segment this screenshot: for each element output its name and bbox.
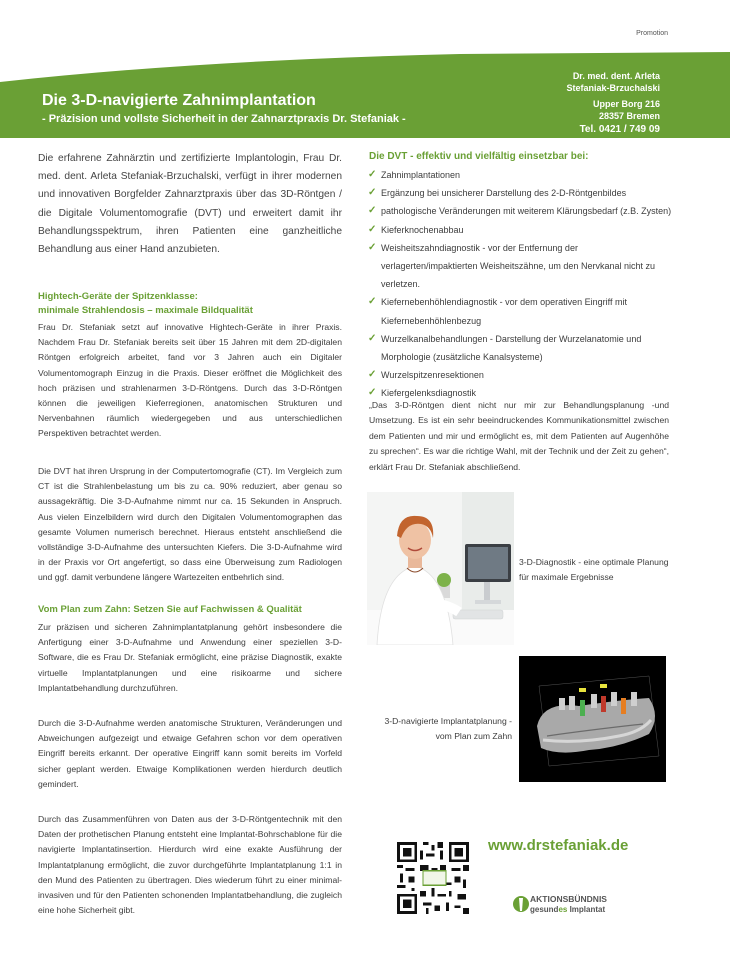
list-item xyxy=(368,293,674,329)
check-icon: ✓ xyxy=(368,387,377,399)
section2-heading: Vom Plan zum Zahn: Setzen Sie auf Fachwissen & Qualität xyxy=(38,604,302,615)
page-subtitle: - Präzision und vollste Sicherheit in der Zahnarztpraxis Dr. Stefaniak - xyxy=(42,113,406,125)
dvt-list xyxy=(368,166,674,403)
check-icon: ✓ xyxy=(368,223,377,235)
photo1-caption: 3-D-Diagnostik - eine optimale Planung für maximale Ergebnisse xyxy=(519,557,669,582)
contact-city: 28357 Bremen xyxy=(598,111,660,121)
section1-paragraph-1: Frau Dr. Stefaniak setzt auf innovative Hightech-Geräte in ihrer Praxis. Nachdem Frau Dr. Stefaniak bereits seit über 15 Jahren mit dem 2D-digitalen Röntgen erfolgreich arbeitet, fand vor 3 Jahren auch ein Digitaler Volumentomograph Einzug in die Praxis. Dieser eröffnet die Möglichkeit des hoch präzisen und strahlenarmen 3-D-Röntgens. Durch das 3-D-Röntgen können die jeweiligen Kieferregionen, anatomischen Strukturen und Nervenbahnen räumlich wiedergegeben und aus unterschiedlichen Perspektiven betrachtet werden. xyxy=(38,322,342,439)
list-item xyxy=(368,366,674,384)
list-item-text: Weisheitszahndiagnostik - vor der Entfernung der verlagerten/impaktierten Weisheitszähne, um den Nervkanal nicht zu verletzen. xyxy=(381,242,655,290)
list-item xyxy=(368,166,674,184)
list-item xyxy=(368,330,674,366)
check-icon: ✓ xyxy=(368,187,377,199)
list-item-text: Zahnimplantationen xyxy=(381,170,461,180)
check-icon: ✓ xyxy=(368,169,377,180)
logo-text-implantat: Implantat xyxy=(567,905,606,914)
logo-text-es: es xyxy=(558,905,568,914)
check-icon: ✓ xyxy=(368,369,377,381)
check-icon: ✓ xyxy=(368,332,377,344)
qr-code-icon[interactable] xyxy=(397,842,469,914)
section1-heading-line2: minimale Strahlendosis – maximale Bildqualität xyxy=(38,305,253,316)
list-item-text: Wurzelspitzenresektionen xyxy=(381,370,484,381)
list-item-text: Kieferknochenabbau xyxy=(381,224,464,235)
contact-name-line2: Stefaniak-Brzuchalski xyxy=(566,83,660,93)
section1-paragraph-2: Die DVT hat ihren Ursprung in der Computertomografie (CT). Im Vergleich zum CT ist die Strahlenbelastung um bis zu ca. 90% reduziert, aber genau so aussagekräftig. Die 3-D-Aufnahme nimmt nur ca. 15 Sekunden in Anspruch. Aus vielen Einzelbildern wird durch den Digitalen Volumentomographen das gesamte Volumen numerisch berechnet. Hieraus entsteht anschließend die vollständige 3-D-Aufnahme des untersuchten Kiefers. Die 3-D-Aufnahme wird in der Praxis vor Ort angefertigt, so dass eine Überweisung zum Radiologen und ggf. damit verbundene längere Wartezeiten entbehrlich sind. xyxy=(38,466,342,583)
logo-text-line2 xyxy=(530,905,605,914)
section2-paragraph-1: Zur präzisen und sicheren Zahnimplantatplanung gehört insbesondere die Anfertigung einer 3-D-Aufnahme und Anwendung einer speziellen 3-D-Software, die es Frau Dr. Stefaniak ermöglicht, eine präzise Diagnostik, exakte virtuelle Implantatplanungen und eine risikoarme und sichere Implantatbehandlung durchzuführen. xyxy=(38,622,342,693)
section2-paragraph-2: Durch die 3-D-Aufnahme werden anatomische Strukturen, Veränderungen und Abweichungen aufgezeigt und etwaige Gefahren schon vor dem operativen Eingriff bereits erkannt. Der operative Eingriff kann somit bereits im Vorfeld sicher geplant werden. Etwaige Komplikationen werden hierdurch deutlich gemindert. xyxy=(38,718,342,789)
list-item xyxy=(368,202,674,220)
contact-name-line1: Dr. med. dent. Arleta xyxy=(572,71,660,81)
quote-paragraph: „Das 3-D-Röntgen dient nicht nur mir zur Behandlungsplanung -und Umsetzung. Es ist ein sehr beeindruckendes Kommunikationsmittel zwischen dem Patienten und mir und ermöglicht es, mit dem Patienten auf Augenhöhe zu sprechen“. Es war die richtige Wahl, mit der Technik und der Zeit zu gehen“, erklärt Frau Dr. Stefaniak abschließend. xyxy=(369,400,669,472)
list-item xyxy=(368,184,674,202)
list-item-text: pathologische Veränderungen mit weiterem Klärungsbedarf (z.B. Zysten) xyxy=(381,206,672,217)
list-item-text: Kiefernebenhöhlendiagnostik - vor dem operativen Eingriff mit Kiefernebenhöhlenbezug xyxy=(381,297,627,326)
page-title: Die 3-D-navigierte Zahnimplantation xyxy=(42,92,316,109)
contact-street: Upper Borg 216 xyxy=(592,99,660,109)
dvt-heading: Die DVT - effektiv und vielfältig einsetzbar bei: xyxy=(369,151,589,162)
list-item-text: Kiefergelenksdiagnostik xyxy=(381,388,477,399)
list-item xyxy=(368,221,674,239)
promotion-label: Promotion xyxy=(636,30,668,37)
dentist-photo xyxy=(367,492,514,645)
photo2-caption: 3-D-navigierte Implantatplanung - vom Plan zum Zahn xyxy=(384,716,512,741)
list-item-text: Wurzelkanalbehandlungen - Darstellung der Wurzelanatomie und Morphologie (zusätzliche Kanalsysteme) xyxy=(381,333,642,363)
implant-planning-image xyxy=(519,656,666,782)
list-item-text: Ergänzung bei unsicherer Darstellung des 2-D-Röntgenbildes xyxy=(381,188,627,199)
list-item xyxy=(368,239,674,294)
website-link[interactable]: www.drstefaniak.de xyxy=(488,837,629,854)
logo-text-gesund: gesund xyxy=(530,905,559,914)
intro-paragraph: Die erfahrene Zahnärztin und zertifizierte Implantologin, Frau Dr. med. dent. Arleta Stefaniak-Brzuchalski, verfügt in ihrer modernen und innovativen Borgfelder Zahnarztpraxis über das 3D-Röntgen / die Digitale Volumentomografie (DVT) und erweitert damit ihr Behandlungsspektrum, ihren Patienten eine ganzheitliche Behandlung aus einer Hand anzubieten. xyxy=(38,153,342,256)
check-icon: ✓ xyxy=(368,241,377,253)
section1-heading-line1: Hightech-Geräte der Spitzenklasse: xyxy=(38,291,198,302)
section2-paragraph-3: Durch das Zusammenführen von Daten aus der 3-D-Röntgentechnik mit den Daten der prothetischen Planung entsteht eine Implantat-Bohrschablone für die navigierte Implantatinsertion. Hierdurch wird eine exakte Ausführung der Implantatplanung ermöglicht, die zuvor durchgeführte Implantatplanung 1:1 in den Mund des Patienten zu übertragen. Dies wiederum führt zu einer minimal-invasiven und für den Patienten schonenden Implantatbehandlung, die zugleich eine hohe Sicherheit gibt. xyxy=(38,814,342,916)
logo-text-line1: AKTIONSBÜNDNIS xyxy=(530,894,607,904)
contact-block xyxy=(566,70,660,136)
check-icon: ✓ xyxy=(368,205,377,217)
check-icon: ✓ xyxy=(368,296,377,308)
contact-phone[interactable]: Tel. 0421 / 749 09 xyxy=(579,124,660,135)
